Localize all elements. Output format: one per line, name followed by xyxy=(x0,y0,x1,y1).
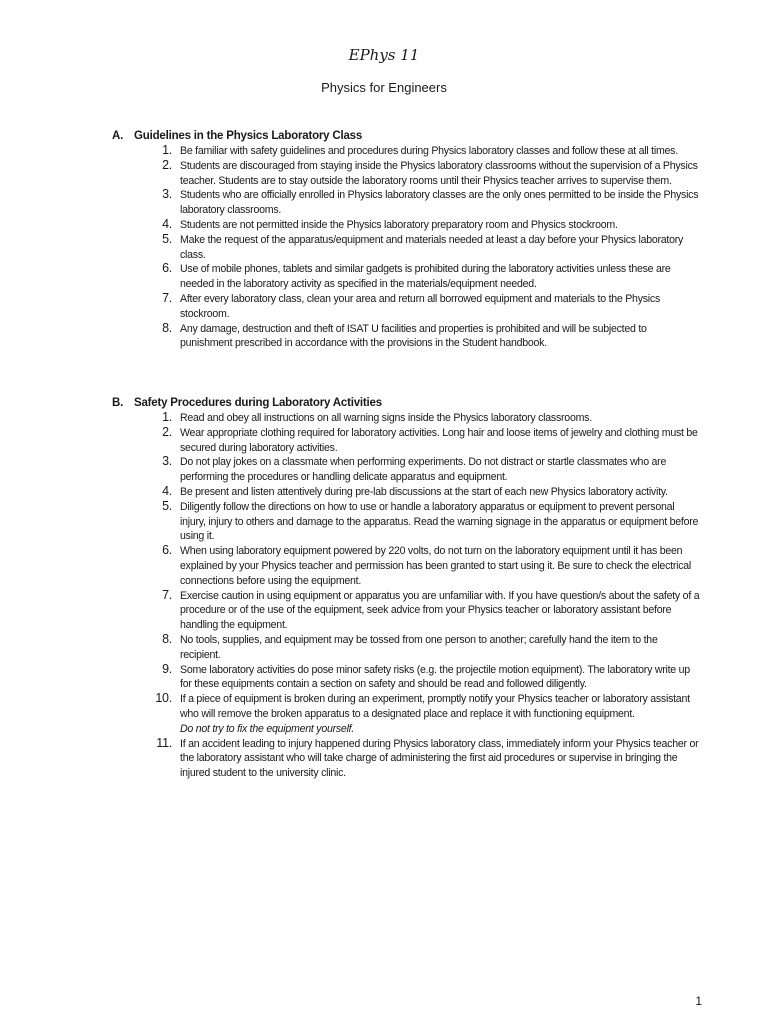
item-number: 4. xyxy=(162,216,172,231)
item-number: 6. xyxy=(162,543,172,558)
item-number: 7. xyxy=(162,290,172,305)
item-number: 1. xyxy=(162,410,172,424)
course-code: EPhys 11 xyxy=(348,46,420,64)
list-item xyxy=(112,544,712,588)
item-text: Students who are officially enrolled in Physics laboratory classes are the only ones permitted to be inside the Physics laboratory classrooms. xyxy=(180,189,699,217)
item-text: Exercise caution in using equipment or apparatus you are unfamiliar with. If you have question/s about the safety of a procedure or of the use of the equipment, seek advice from your Physics teacher or laboratory assistant before handling the equipment. xyxy=(180,589,700,632)
item-text: Students are not permitted inside the Physics laboratory preparatory room and Physics stockroom. xyxy=(180,218,618,231)
section-heading xyxy=(112,128,712,144)
page-number: 1 xyxy=(695,994,702,1008)
item-text: If an accident leading to injury happened during Physics laboratory class, immediately inform your Physics teacher or the laboratory assistant who will take charge of administering the first aid procedures or supervise in bringing the injured student to the university clinic. xyxy=(180,737,699,780)
list-item xyxy=(112,233,712,263)
item-number: 8. xyxy=(162,320,172,335)
list-item xyxy=(112,692,712,736)
list-item xyxy=(112,663,712,693)
item-text: Any damage, destruction and theft of ISAT U facilities and properties is prohibited and will be subjected to punishment prescribed in accordance with the provisions in the Student handbook. xyxy=(180,322,647,350)
list-item xyxy=(112,218,712,233)
section-heading xyxy=(112,395,712,411)
item-text-emphasis: Do not try to fix the equipment yourself. xyxy=(180,722,355,735)
item-text: Make the request of the apparatus/equipment and materials needed at least a day before your Physics laboratory class. xyxy=(180,233,684,261)
item-text: When using laboratory equipment powered by 220 volts, do not turn on the laboratory equipment until it has been explained by your Physics teacher and permission has been granted to start using it. Be sure to check the electrical connections before using the equipment. xyxy=(180,545,691,587)
list-item xyxy=(112,426,712,456)
item-number: 2. xyxy=(162,424,172,439)
item-number: 8. xyxy=(162,631,172,646)
item-text: Do not play jokes on a classmate when performing experiments. Do not distract or startle classmates who are performing the procedures or handling delicate apparatus and equipment. xyxy=(180,456,667,484)
item-number: 2. xyxy=(162,157,172,172)
section-letter: B. xyxy=(112,397,124,409)
list-item xyxy=(112,188,712,218)
list-item xyxy=(112,589,712,633)
item-number: 5. xyxy=(162,498,172,513)
safety-list xyxy=(112,411,712,781)
section-title: Safety Procedures during Laboratory Activities xyxy=(134,397,382,409)
list-item xyxy=(112,411,712,426)
item-number: 5. xyxy=(162,231,172,246)
item-text: Wear appropriate clothing required for laboratory activities. Long hair and loose items of jewelry and clothing must be secured during laboratory activities. xyxy=(180,426,698,454)
list-item xyxy=(112,159,712,189)
item-text: No tools, supplies, and equipment may be tossed from one person to another; carefully hand the item to the recipient. xyxy=(180,633,658,661)
list-item xyxy=(112,485,712,500)
item-text: Diligently follow the directions on how to use or handle a laboratory apparatus or equipment to prevent personal injury, injury to others and damage to the apparatus. Read the warning signage in the apparatus or equipment before using it. xyxy=(180,500,699,543)
item-number: 9. xyxy=(162,661,172,676)
item-number: 4. xyxy=(162,483,172,498)
list-item xyxy=(112,455,712,485)
item-number: 1. xyxy=(162,143,172,157)
item-text: Be present and listen attentively during pre-lab discussions at the start of each new Physics laboratory activity. xyxy=(180,485,668,498)
section-safety-procedures xyxy=(112,395,712,781)
list-item xyxy=(112,633,712,663)
item-number: 6. xyxy=(162,261,172,276)
guidelines-list xyxy=(112,144,712,351)
list-item xyxy=(112,322,712,352)
item-number: 3. xyxy=(162,187,172,202)
item-number: 7. xyxy=(162,587,172,602)
item-text: After every laboratory class, clean your area and return all borrowed equipment and materials to the Physics stockroom. xyxy=(180,292,660,320)
section-guidelines xyxy=(112,128,712,351)
item-text xyxy=(180,692,700,736)
item-text: Read and obey all instructions on all warning signs inside the Physics laboratory classrooms. xyxy=(180,412,592,424)
item-number: 3. xyxy=(162,454,172,469)
item-text: Some laboratory activities do pose minor safety risks (e.g. the projectile motion equipment). The laboratory write up for these equipments contain a section on safety and should be read and followed diligently. xyxy=(180,663,690,691)
item-text: Students are discouraged from staying inside the Physics laboratory classrooms without the supervision of a Physics teacher. Students are to stay outside the laboratory rooms until their Physics teacher arrives to supervise them. xyxy=(180,159,698,187)
document-subtitle: Physics for Engineers xyxy=(321,80,447,95)
item-text-main: If a piece of equipment is broken during an experiment, promptly notify your Physics teacher or laboratory assistant who will remove the broken apparatus to a designated place and replace it with functioning equipment. xyxy=(180,693,690,720)
item-number: 10. xyxy=(155,691,172,706)
item-text: Use of mobile phones, tablets and similar gadgets is prohibited during the laboratory activities unless these are needed in the laboratory activity as specified in the materials/equipment needed. xyxy=(180,263,671,291)
list-item xyxy=(112,500,712,544)
list-item xyxy=(112,144,712,159)
item-number: 11. xyxy=(156,735,172,750)
section-letter: A. xyxy=(112,130,124,142)
list-item xyxy=(112,262,712,292)
section-title: Guidelines in the Physics Laboratory Class xyxy=(134,130,363,142)
item-text: Be familiar with safety guidelines and procedures during Physics laboratory classes and follow these at all times. xyxy=(180,145,678,157)
list-item xyxy=(112,292,712,322)
list-item xyxy=(112,737,712,781)
